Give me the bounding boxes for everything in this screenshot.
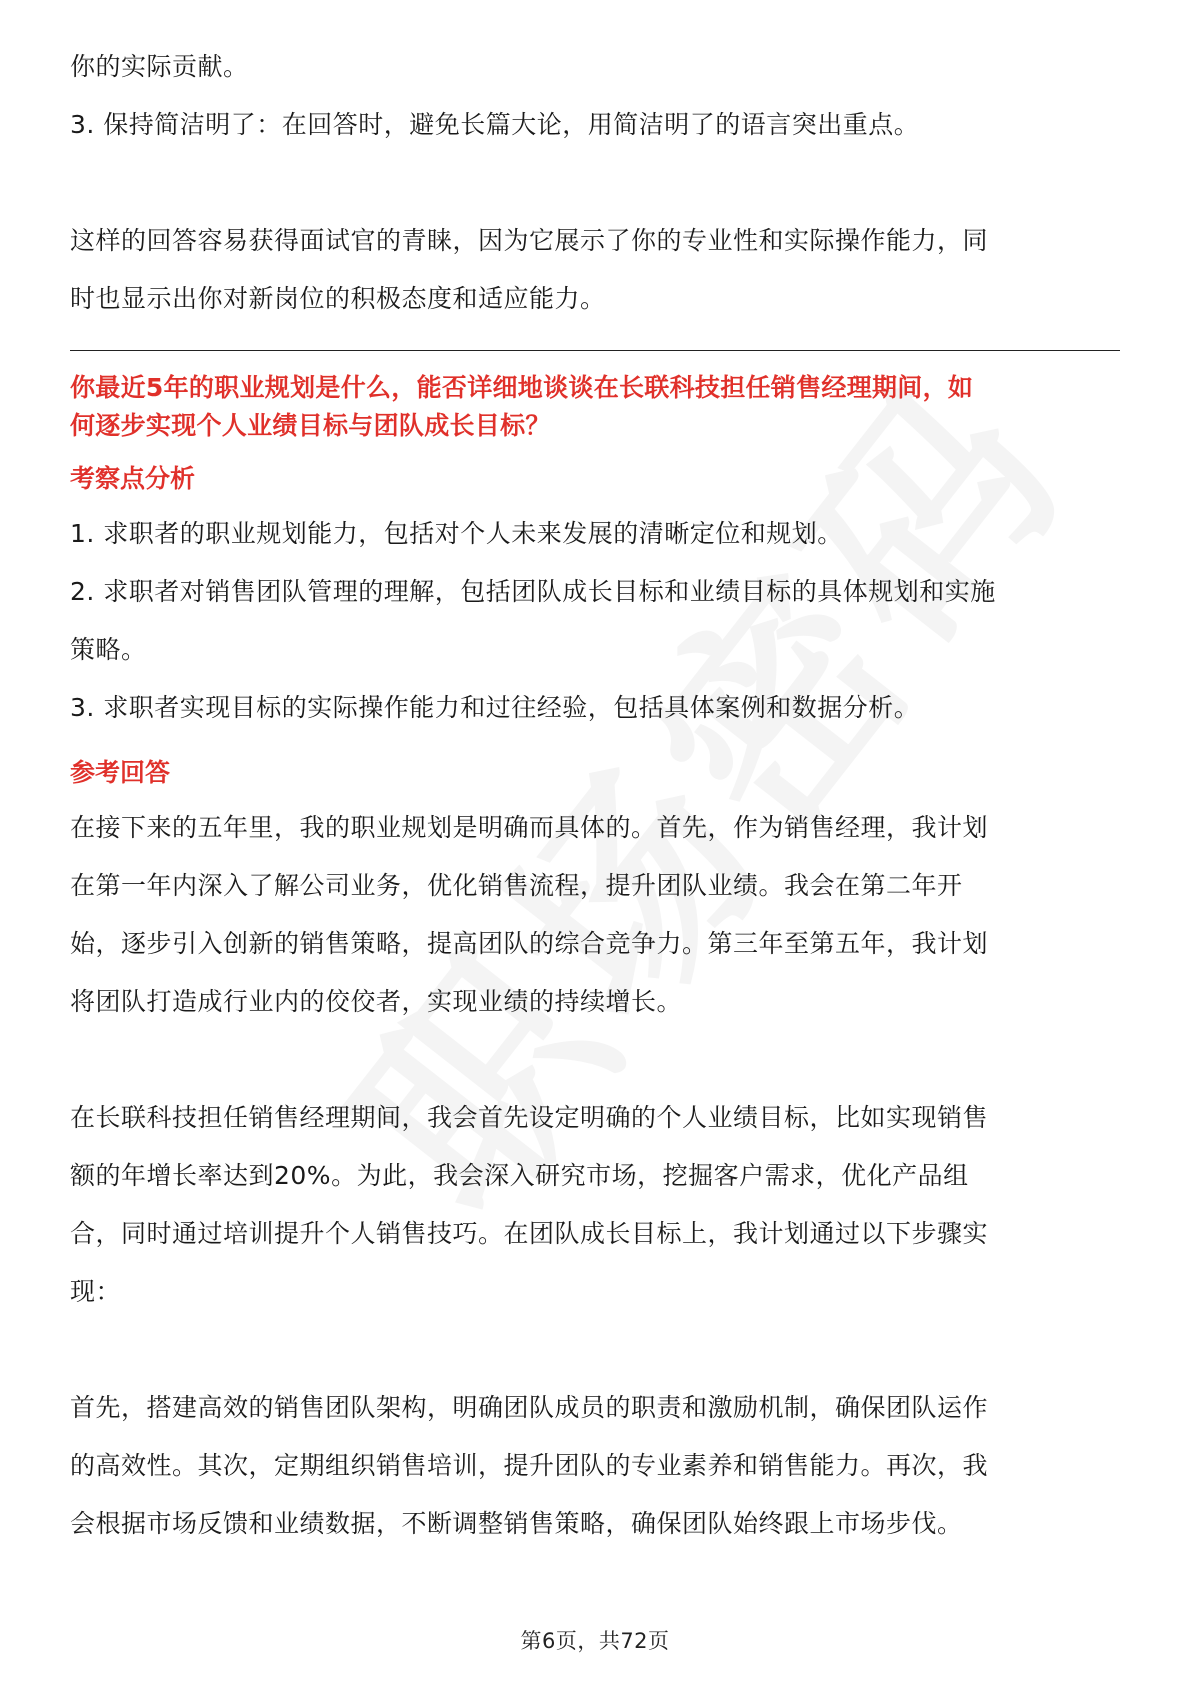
analysis-item-2-line-2: 策略。 xyxy=(70,635,147,664)
question-line-2: 何逐步实现个人业绩目标与团队成长目标？ xyxy=(70,411,551,440)
paragraph-gap xyxy=(70,1031,1120,1089)
analysis-item-1: 1. 求职者的职业规划能力，包括对个人未来发展的清晰定位和规划。 xyxy=(70,519,843,548)
section-divider xyxy=(70,350,1120,351)
paragraph-gap xyxy=(70,1321,1120,1379)
interview-question xyxy=(70,369,1120,445)
answer-para2-line-3: 合，同时通过培训提升个人销售技巧。在团队成长目标上，我计划通过以下步骤实 xyxy=(70,1219,989,1248)
answer-para2-line-4: 现： xyxy=(70,1277,122,1306)
analysis-item-2-line-1: 2. 求职者对销售团队管理的理解，包括团队成长目标和业绩目标的具体规划和实施 xyxy=(70,577,996,606)
answer-para1-line-4: 将团队打造成行业内的佼佼者，实现业绩的持续增长。 xyxy=(70,987,683,1016)
answer-para1-line-3: 始，逐步引入创新的销售策略，提高团队的综合竞争力。第三年至第五年，我计划 xyxy=(70,929,989,958)
paragraph-gap xyxy=(70,154,1120,212)
answer-para1-line-2: 在第一年内深入了解公司业务，优化销售流程，提升团队业绩。我会在第二年开 xyxy=(70,871,963,900)
tip-item-3: 3. 保持简洁明了：在回答时，避免长篇大论，用简洁明了的语言突出重点。 xyxy=(70,110,920,139)
page-footer: 第6页，共72页 xyxy=(520,1629,670,1653)
answer-para3-line-2: 的高效性。其次，定期组织销售培训，提升团队的专业素养和销售能力。再次，我 xyxy=(70,1451,989,1480)
answer-para2-line-1: 在长联科技担任销售经理期间，我会首先设定明确的个人业绩目标，比如实现销售 xyxy=(70,1103,989,1132)
summary-line-2: 时也显示出你对新岗位的积极态度和适应能力。 xyxy=(70,284,606,313)
answer-para3-line-3: 会根据市场反馈和业绩数据，不断调整销售策略，确保团队始终跟上市场步伐。 xyxy=(70,1509,963,1538)
answer-heading: 参考回答 xyxy=(70,758,171,787)
summary-line-1: 这样的回答容易获得面试官的青睐，因为它展示了你的专业性和实际操作能力，同 xyxy=(70,226,989,255)
analysis-heading: 考察点分析 xyxy=(70,464,196,493)
answer-para1-line-1: 在接下来的五年里，我的职业规划是明确而具体的。首先，作为销售经理，我计划 xyxy=(70,813,989,842)
question-line-1: 你最近5年的职业规划是什么，能否详细地谈谈在长联科技担任销售经理期间，如 xyxy=(70,373,974,402)
answer-para2-line-2: 额的年增长率达到20%。为此，我会深入研究市场，挖掘客户需求，优化产品组 xyxy=(70,1161,969,1190)
page-content xyxy=(70,38,1120,1553)
continuation-text: 你的实际贡献。 xyxy=(70,52,249,81)
analysis-item-3: 3. 求职者实现目标的实际操作能力和过往经验，包括具体案例和数据分析。 xyxy=(70,693,920,722)
answer-para3-line-1: 首先，搭建高效的销售团队架构，明确团队成员的职责和激励机制，确保团队运作 xyxy=(70,1393,989,1422)
